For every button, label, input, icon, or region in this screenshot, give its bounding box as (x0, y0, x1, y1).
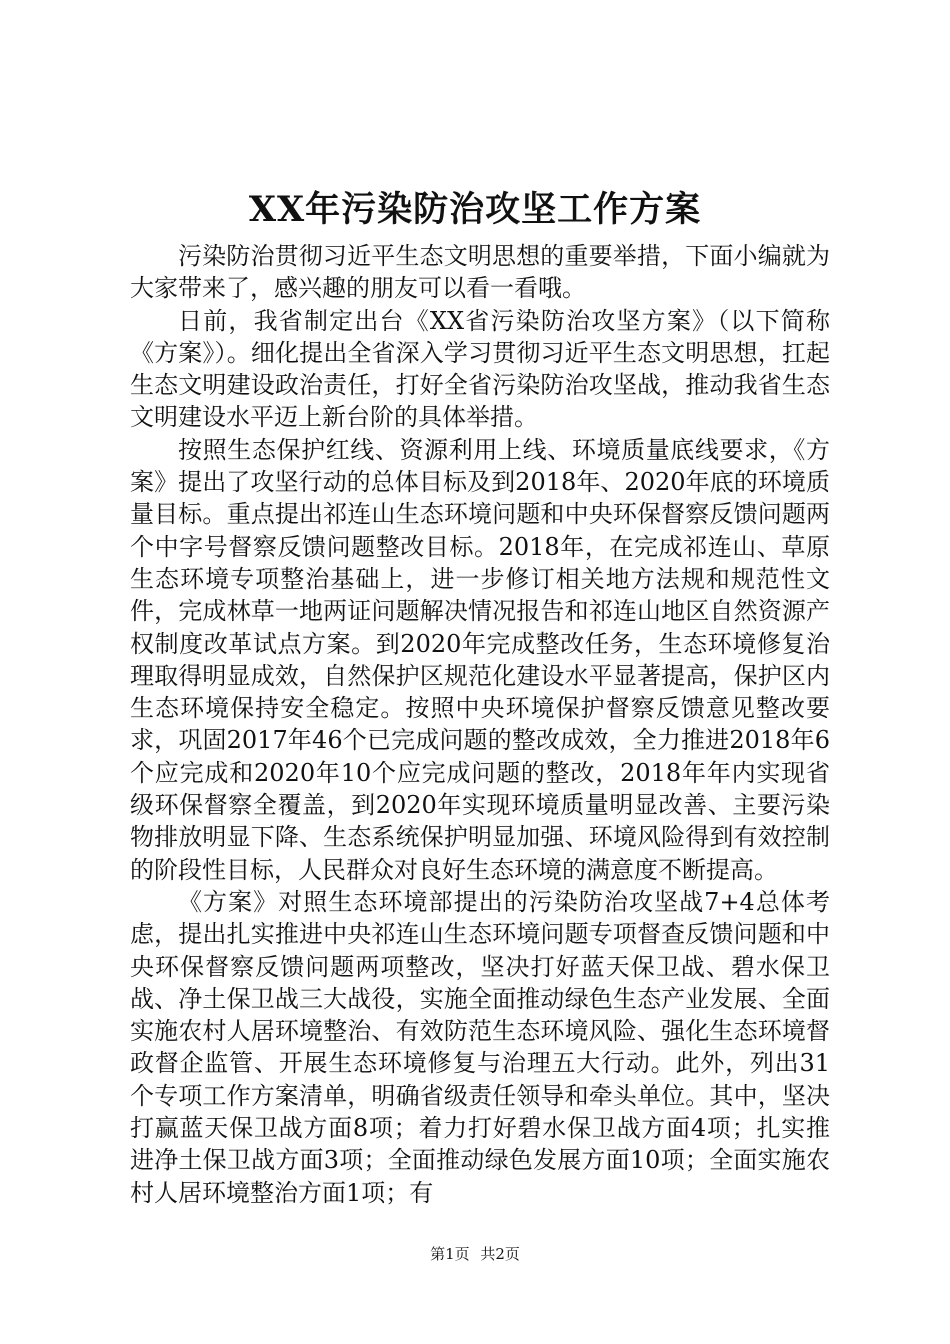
page-total: 共2页 (480, 1245, 520, 1263)
document-title: XX年污染防治攻坚工作方案 (248, 189, 702, 230)
paragraph-announcement: 日前，我省制定出台《XX省污染防治攻坚方案》（以下简称《方案》）。细化提出全省深入学习贯彻习近平生态文明思想，扛起生态文明建设政治责任，打好全省污染防治攻坚战，推动我省生态文明建设水平迈上新台阶的具体举措。 (130, 306, 830, 432)
paragraph-intro: 污染防治贯彻习近平生态文明思想的重要举措，下面小编就为大家带来了，感兴趣的朋友可以看一看哦。 (130, 242, 830, 303)
page-number: 第1页 (430, 1245, 470, 1263)
paragraph-measures: 《方案》对照生态环境部提出的污染防治攻坚战7+4总体考虑，提出扎实推进中央祁连山生态环境问题专项督查反馈问题和中央环保督察反馈问题两项整改，坚决打好蓝天保卫战、碧水保卫战、净土保卫战三大战役，实施全面推动绿色生态产业发展、全面实施农村人居环境整治、有效防范生态环境风险、强化生态环境督政督企监管、开展生态环境修复与治理五大行动。此外，列出31个专项工作方案清单，明确省级责任领导和牵头单位。其中，坚决打赢蓝天保卫战方面8项；着力打好碧水保卫战方面4项；扎实推进净土保卫战方面3项；全面推动绿色发展方面10项；全面实施农村人居环境整治方面1项；有 (130, 887, 830, 1207)
document-body (130, 240, 830, 1209)
page-footer (0, 1244, 950, 1264)
paragraph-goals: 按照生态保护红线、资源利用上线、环境质量底线要求，《方案》提出了攻坚行动的总体目标及到2018年、2020年底的环境质量目标。重点提出祁连山生态环境问题和中央环保督察反馈问题两个中字号督察反馈问题整改目标。2018年，在完成祁连山、草原生态环境专项整治基础上，进一步修订相关地方法规和规范性文件，完成林草一地两证问题解决情况报告和祁连山地区自然资源产权制度改革试点方案。到2020年完成整改任务，生态环境修复治理取得明显成效，自然保护区规范化建设水平显著提高，保护区内生态环境保持安全稳定。按照中央环境保护督察反馈意见整改要求，巩固2017年46个已完成问题的整改成效，全力推进2018年6个应完成和2020年10个应完成问题的整改，2018年年内实现省级环保督察全覆盖，到2020年实现环境质量明显改善、主要污染物排放明显下降、生态系统保护明显加强、环境风险得到有效控制的阶段性目标，人民群众对良好生态环境的满意度不断提高。 (130, 435, 830, 884)
